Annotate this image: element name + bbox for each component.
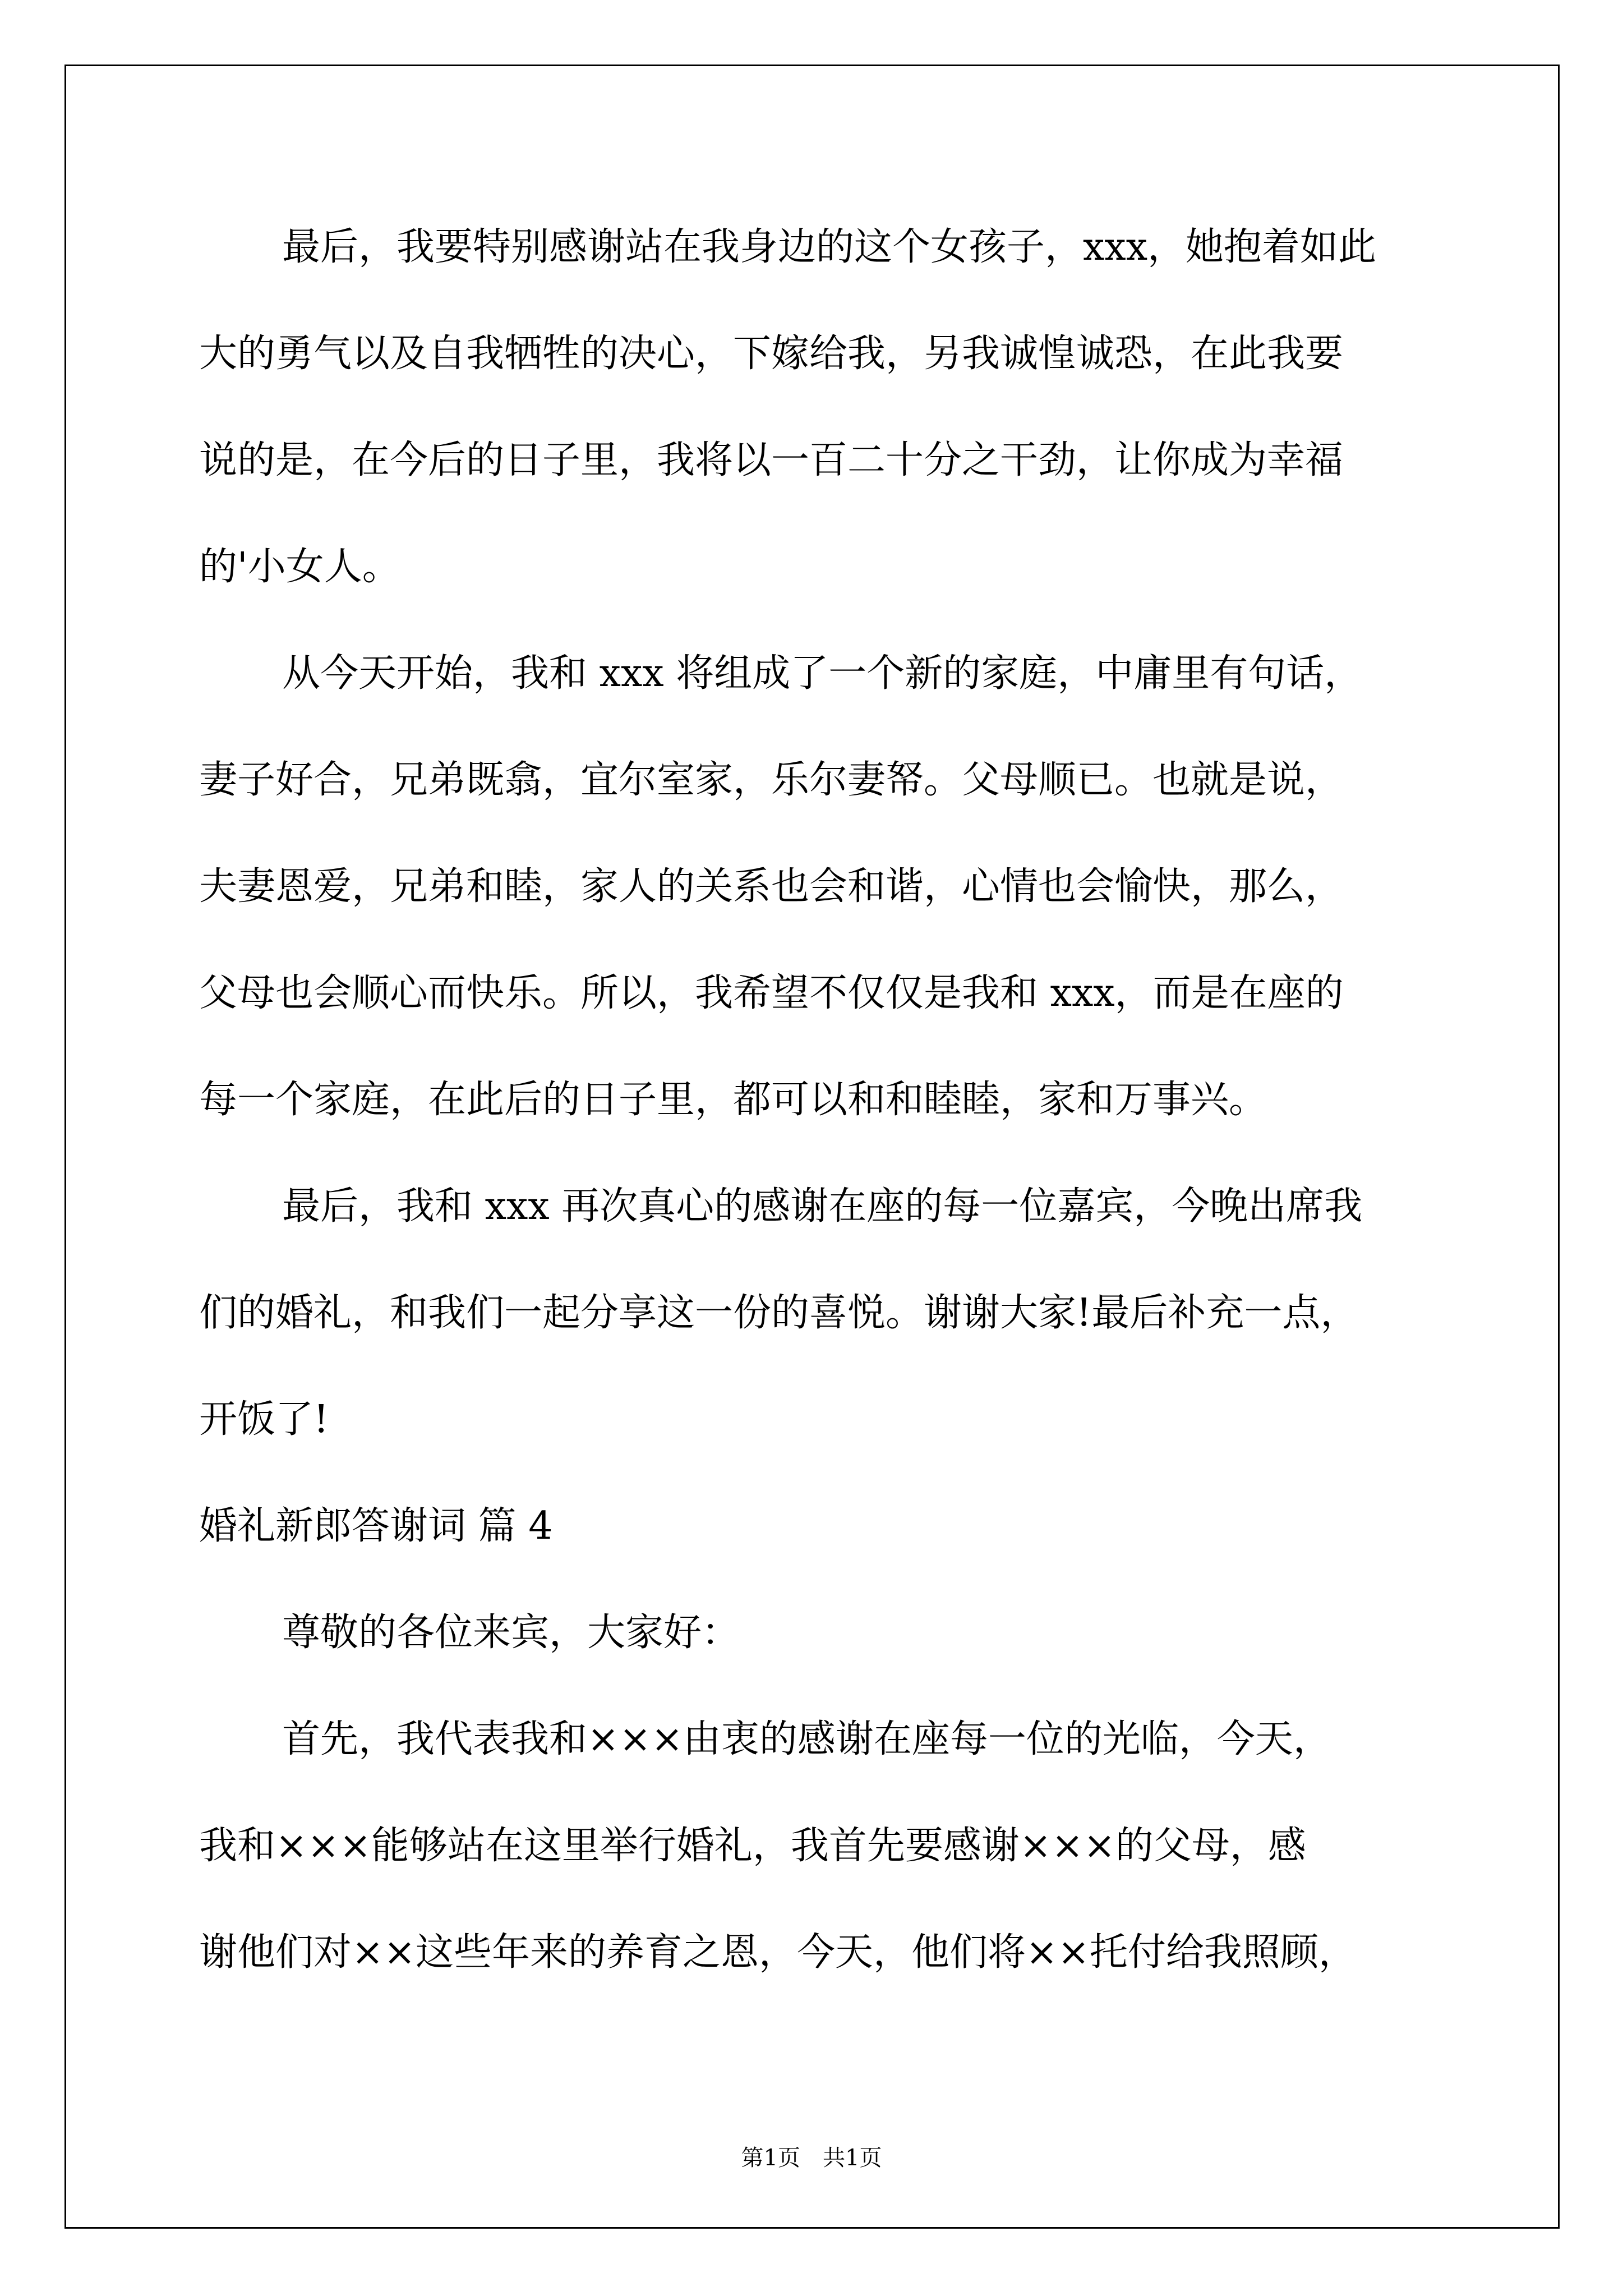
paragraph-line: 最后，我要特别感谢站在我身边的这个女孩子，xxx，她抱着如此 <box>282 225 1377 269</box>
paragraph-line: 们的婚礼，和我们一起分享这一份的喜悦。谢谢大家!最后补充一点， <box>199 1291 1359 1335</box>
paragraph-line: 首先，我代表我和×××由衷的感谢在座每一位的光临，今天， <box>282 1717 1331 1761</box>
paragraph-line: 我和×××能够站在这里举行婚礼，我首先要感谢×××的父母，感 <box>199 1824 1306 1868</box>
paragraph-line: 父母也会顺心而快乐。所以，我希望不仅仅是我和 xxx，而是在座的 <box>199 971 1344 1015</box>
paragraph-line: 最后，我和 xxx 再次真心的感谢在座的每一位嘉宾，今晚出席我 <box>282 1184 1363 1228</box>
paragraph-line: 开饭了! <box>199 1397 329 1442</box>
section-heading: 婚礼新郎答谢词 篇 4 <box>199 1504 553 1548</box>
paragraph-line: 夫妻恩爱，兄弟和睦，家人的关系也会和谐，心情也会愉快，那么， <box>199 864 1344 909</box>
paragraph-line: 从今天开始，我和 xxx 将组成了一个新的家庭，中庸里有句话， <box>282 651 1363 696</box>
paragraph-line: 每一个家庭，在此后的日子里，都可以和和睦睦，家和万事兴。 <box>199 1078 1267 1122</box>
page-footer: 第1页 共1页 <box>741 2145 882 2171</box>
paragraph-line: 妻子好合，兄弟既翕，宜尔室家，乐尔妻帑。父母顺已。也就是说， <box>199 758 1344 802</box>
paragraph-line: 说的是，在今后的日子里，我将以一百二十分之干劲，让你成为幸福 <box>199 438 1344 482</box>
paragraph-line: 尊敬的各位来宾，大家好： <box>282 1611 740 1655</box>
paragraph-line: 的'小女人。 <box>199 545 400 589</box>
page-border <box>64 65 1560 2229</box>
paragraph-line: 谢他们对××这些年来的养育之恩，今天，他们将××托付给我照顾， <box>199 1930 1357 1975</box>
paragraph-line: 大的勇气以及自我牺牲的决心，下嫁给我，另我诚惶诚恐，在此我要 <box>199 332 1344 376</box>
